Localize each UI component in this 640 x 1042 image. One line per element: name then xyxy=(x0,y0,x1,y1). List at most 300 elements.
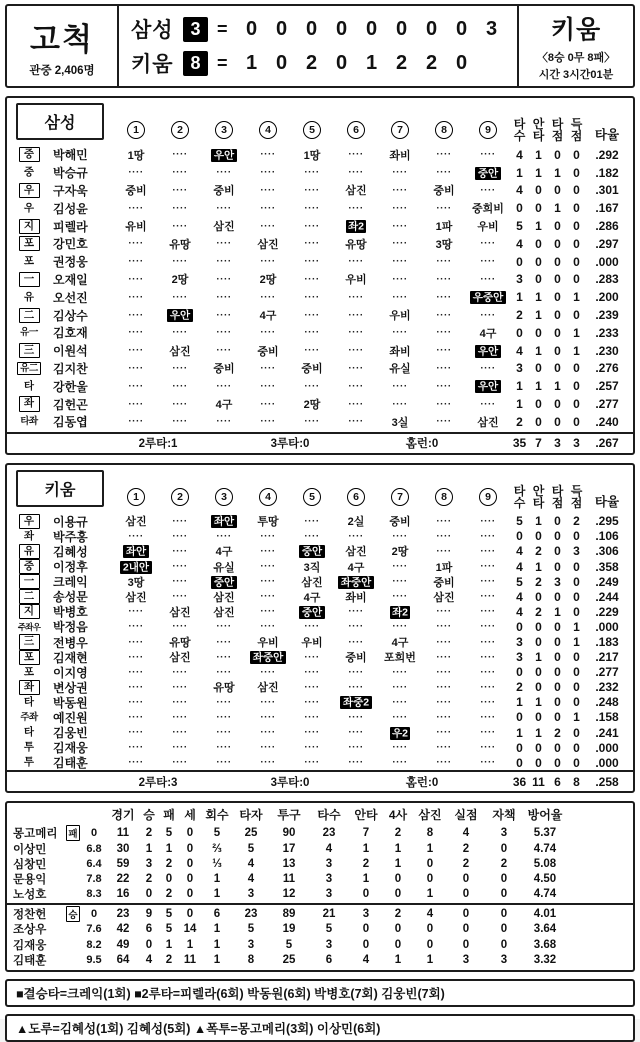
inning-result: ···· xyxy=(172,591,188,603)
pitcher-stat: 12 xyxy=(282,888,296,901)
pitcher-name: 몽고메리 xyxy=(13,828,58,841)
inning-runs: 0 xyxy=(395,17,408,40)
inning-result: ···· xyxy=(348,757,364,769)
batter-stat: 0 xyxy=(573,604,580,619)
batter-position xyxy=(10,202,48,215)
batter-stat: 1 xyxy=(535,343,542,358)
stat-column-header xyxy=(567,118,586,143)
batter-row xyxy=(7,360,633,378)
inning-number: 8 xyxy=(435,488,453,506)
inning-result: ···· xyxy=(392,711,408,723)
inning-runs: 0 xyxy=(305,17,318,40)
inning-result: ···· xyxy=(436,256,452,268)
inning-result: ···· xyxy=(348,256,364,268)
hit-highlight: 좌안 xyxy=(211,515,236,528)
inning-result: 중비 xyxy=(345,652,367,665)
batter-stat: 0 xyxy=(573,589,580,604)
linescore xyxy=(119,6,517,86)
batter-position xyxy=(10,604,48,619)
pitcher-stat: 0 xyxy=(500,888,508,901)
inning-result: ···· xyxy=(348,711,364,723)
batter-stat: 0 xyxy=(554,589,561,604)
inning-result: ···· xyxy=(304,309,320,321)
inning-result: ···· xyxy=(304,345,320,357)
inning-result: ···· xyxy=(436,651,452,663)
inning-result: 삼진 xyxy=(169,345,191,358)
batter-stat: 0 xyxy=(516,254,523,269)
decision-mark: 패 xyxy=(66,825,80,841)
inning-result: 3직 xyxy=(303,561,321,574)
inning-result: ···· xyxy=(304,757,320,769)
pitcher-stat: 1 xyxy=(394,857,402,870)
batter-position xyxy=(10,291,48,304)
pitcher-stat: 90 xyxy=(282,827,296,840)
inning-result: ···· xyxy=(348,380,364,392)
inning-result: ···· xyxy=(128,167,144,179)
batter-stat: 0 xyxy=(535,665,542,680)
inning-result: ···· xyxy=(480,273,496,285)
batter-stat: 0 xyxy=(573,414,580,429)
inning-result: ···· xyxy=(260,621,276,633)
inning-result: ···· xyxy=(216,530,232,542)
pitcher-stat: 1 xyxy=(362,842,370,855)
inning-result: ···· xyxy=(392,291,408,303)
triples-summary: 3루타:0 xyxy=(270,438,310,451)
batting-header-row xyxy=(7,467,633,513)
batter-row xyxy=(7,709,633,724)
inning-result: ···· xyxy=(304,202,320,214)
pitcher-stat: 64 xyxy=(116,953,130,966)
inning-result: 삼진 xyxy=(169,652,191,665)
team-total: .258 xyxy=(595,774,619,789)
batting-summary-row xyxy=(7,770,633,791)
pitcher-stat: 4 xyxy=(145,953,153,966)
pitcher-stat: 7 xyxy=(362,827,370,840)
batter-stat: 0 xyxy=(535,619,542,634)
batter-stat: 0 xyxy=(554,514,561,529)
attendance: 관중 2,406명 xyxy=(29,65,95,77)
batter-position xyxy=(10,380,48,393)
doubles-summary: 2루타:1 xyxy=(138,438,178,451)
hit-highlight: 2내안 xyxy=(120,561,151,574)
inning-result: ···· xyxy=(480,591,496,603)
inning-result: ···· xyxy=(392,681,408,693)
batter-name: 구자욱 xyxy=(53,183,88,198)
inning-result: 유땅 xyxy=(169,238,191,251)
pitcher-decision xyxy=(65,825,81,841)
batter-stat: 3 xyxy=(516,361,523,376)
pitcher-stat: 1 xyxy=(145,842,153,855)
inning-result: ···· xyxy=(436,149,452,161)
stadium-panel xyxy=(7,6,119,86)
inning-number: 7 xyxy=(391,488,409,506)
inning-result: ···· xyxy=(436,416,452,428)
inning-result: ···· xyxy=(348,416,364,428)
inning-result: ···· xyxy=(392,380,408,392)
batter-stat: 0 xyxy=(573,680,580,695)
pitcher-stat: 42 xyxy=(116,923,130,936)
batter-row xyxy=(7,199,633,217)
batter-avg: .239 xyxy=(595,308,619,323)
batter-avg: .232 xyxy=(595,680,619,695)
pitcher-stat: 0 xyxy=(462,888,470,901)
batter-stat: 0 xyxy=(573,308,580,323)
inning-result xyxy=(202,514,246,529)
inning-runs: 0 xyxy=(365,17,378,40)
inning-runs: 0 xyxy=(275,51,288,74)
pitcher-stat: 5 xyxy=(165,908,173,921)
inning-runs: 0 xyxy=(275,17,288,40)
batter-stat: 0 xyxy=(535,755,542,770)
pitcher-stat: 0 xyxy=(186,908,194,921)
inning-result: 중비 xyxy=(433,185,455,198)
inning-result: ···· xyxy=(216,309,232,321)
batter-position xyxy=(10,362,48,376)
pitcher-stat: 0 xyxy=(145,938,153,951)
inning-result: 삼진 xyxy=(257,238,279,251)
inning-number: 3 xyxy=(215,121,233,139)
pitcher-stat: 3 xyxy=(462,953,470,966)
position-label: 三 xyxy=(19,634,40,649)
pitcher-stat: 1 xyxy=(213,923,221,936)
inning-result xyxy=(378,604,422,619)
inning-result: ···· xyxy=(128,696,144,708)
pitcher-stat: 19 xyxy=(282,923,296,936)
stat-header-top: 타 xyxy=(551,116,564,131)
inning-result: ···· xyxy=(260,220,276,232)
batter-stat: 0 xyxy=(535,529,542,544)
linescore-row xyxy=(131,16,517,43)
inning-result: ···· xyxy=(480,651,496,663)
batter-position xyxy=(10,712,48,724)
inning-result: ···· xyxy=(348,398,364,410)
batter-avg: .244 xyxy=(595,589,619,604)
pitcher-entry: 0 xyxy=(90,908,98,921)
inning-result xyxy=(466,379,510,394)
inning-result: ···· xyxy=(128,606,144,618)
inning-result: ···· xyxy=(392,273,408,285)
position-label: 좌 xyxy=(23,529,35,542)
stat-column-header xyxy=(548,485,567,510)
batter-stat: 1 xyxy=(573,710,580,725)
pitcher-name: 정찬헌 xyxy=(13,909,47,922)
pitcher-stat: 4.74 xyxy=(533,888,557,901)
stat-header-bottom: 수 xyxy=(513,496,526,511)
inning-number: 4 xyxy=(259,121,277,139)
position-label: 우 xyxy=(23,201,35,214)
inning-result xyxy=(290,604,334,619)
batter-stat: 2 xyxy=(535,574,542,589)
batter-stat: 0 xyxy=(516,755,523,770)
pitcher-stat: 3 xyxy=(145,857,153,870)
batter-stat: 0 xyxy=(573,665,580,680)
stat-header-bottom: 점 xyxy=(551,129,564,144)
inning-result: ···· xyxy=(436,711,452,723)
pitcher-stat: 1 xyxy=(165,938,173,951)
pitcher-stat: 11 xyxy=(282,872,296,885)
inning-result: ···· xyxy=(260,666,276,678)
inning-result: 3땅 xyxy=(435,238,453,251)
batter-stat: 0 xyxy=(535,740,542,755)
inning-result: ···· xyxy=(480,530,496,542)
inning-result: ···· xyxy=(216,696,232,708)
inning-result xyxy=(466,290,510,305)
pitcher-stat: 23 xyxy=(116,908,130,921)
hit-highlight: 좌안 xyxy=(123,545,148,558)
inning-result: ···· xyxy=(128,416,144,428)
inning-number: 8 xyxy=(435,121,453,139)
pitching-column-header: 실점 xyxy=(454,807,478,822)
equals-sign: = xyxy=(217,52,228,73)
inning-result: ···· xyxy=(480,515,496,527)
batter-stat: 0 xyxy=(573,201,580,216)
inning-result xyxy=(114,559,158,574)
inning-result: ···· xyxy=(172,530,188,542)
batter-stat: 1 xyxy=(516,379,523,394)
batter-name: 예진원 xyxy=(53,710,88,725)
pitcher-stat: ⅓ xyxy=(212,857,222,870)
pitcher-stat: 9 xyxy=(145,908,153,921)
inning-result: 좌비 xyxy=(389,149,411,162)
inning-result: ···· xyxy=(436,636,452,648)
pitcher-stat: 0 xyxy=(362,888,370,901)
position-label: 一 xyxy=(19,574,40,589)
pitcher-entry: 7.8 xyxy=(86,872,102,885)
batter-stat: 0 xyxy=(554,397,561,412)
avg-column-header: 타율 xyxy=(594,494,620,509)
position-label: 주좌 xyxy=(20,711,38,723)
batter-stat: 4 xyxy=(516,544,523,559)
batter-row xyxy=(7,377,633,395)
pitcher-row xyxy=(7,937,633,952)
hit-highlight: 좌중안 xyxy=(338,576,373,589)
inning-result: 삼진 xyxy=(213,606,235,619)
stadium-name: 고척 xyxy=(30,22,94,57)
team-total: .267 xyxy=(595,436,619,451)
batter-stat: 0 xyxy=(535,589,542,604)
inning-result: 유실 xyxy=(389,363,411,376)
pitcher-stat: 0 xyxy=(394,888,402,901)
inning-result: ···· xyxy=(480,561,496,573)
batter-stat: 1 xyxy=(535,165,542,180)
inning-runs: 0 xyxy=(335,17,348,40)
inning-result: ···· xyxy=(260,561,276,573)
inning-result: 유땅 xyxy=(345,238,367,251)
position-label: 중 xyxy=(19,559,40,574)
batter-position xyxy=(10,255,48,268)
inning-result: 유실 xyxy=(213,561,235,574)
pitcher-name: 이상민 xyxy=(13,843,47,856)
batter-stat: 0 xyxy=(554,740,561,755)
pitcher-stat: 3.68 xyxy=(533,938,557,951)
pitcher-row xyxy=(7,856,633,871)
pitcher-stat: 49 xyxy=(116,938,130,951)
pitcher-stat: 2 xyxy=(145,827,153,840)
inning-result: ···· xyxy=(260,167,276,179)
batter-stat: 1 xyxy=(535,725,542,740)
batter-avg: .249 xyxy=(595,574,619,589)
pitcher-stat: 2 xyxy=(462,842,470,855)
inning-result: ···· xyxy=(480,666,496,678)
batter-position xyxy=(10,530,48,543)
inning-result xyxy=(378,725,422,740)
pitcher-stat: 5.08 xyxy=(533,857,557,870)
inning-runs: 1 xyxy=(245,51,258,74)
pitcher-name: 문용익 xyxy=(13,873,47,886)
inning-number: 2 xyxy=(171,121,189,139)
batter-avg: .301 xyxy=(595,183,619,198)
pitcher-stat: 2 xyxy=(145,872,153,885)
batter-row xyxy=(7,235,633,253)
hit-highlight: 우안 xyxy=(167,309,192,322)
inning-result: ···· xyxy=(172,220,188,232)
pitching-column-header: 자책 xyxy=(492,807,516,822)
pitching-column-header: 경기 xyxy=(111,807,135,822)
inning-result: ···· xyxy=(480,711,496,723)
batter-stat: 0 xyxy=(554,635,561,649)
stat-column-header xyxy=(510,485,529,510)
pitcher-stat: 1 xyxy=(213,953,221,966)
stat-column-header xyxy=(510,118,529,143)
stat-header-bottom: 타 xyxy=(532,129,545,144)
inning-result: ···· xyxy=(436,380,452,392)
position-label: 주좌우 xyxy=(17,621,41,632)
inning-result: ···· xyxy=(392,238,408,250)
inning-result: ···· xyxy=(172,757,188,769)
batter-row xyxy=(7,543,633,558)
inning-number: 5 xyxy=(303,121,321,139)
linescore-team-name: 삼성 xyxy=(131,19,174,42)
batter-stat: 1 xyxy=(554,379,561,394)
inning-result: ···· xyxy=(436,309,452,321)
batter-name: 오재일 xyxy=(53,272,88,287)
stat-header-bottom: 점 xyxy=(570,129,583,144)
pitcher-stat: 4.74 xyxy=(533,842,557,855)
batter-stat: 0 xyxy=(535,272,542,287)
pitcher-stat: 13 xyxy=(282,857,296,870)
batter-row xyxy=(7,342,633,360)
batter-stat: 0 xyxy=(573,397,580,412)
inning-result: ···· xyxy=(260,545,276,557)
batter-stat: 0 xyxy=(573,574,580,589)
batting-summary-row xyxy=(7,432,633,453)
samsung-pitchers xyxy=(7,824,633,903)
inning-result: 포희번 xyxy=(384,652,416,665)
inning-result: 중비 xyxy=(301,363,323,376)
inning-result: ···· xyxy=(304,727,320,739)
batter-stat: 1 xyxy=(535,650,542,665)
inning-result: ···· xyxy=(436,545,452,557)
inning-runs: 2 xyxy=(395,51,408,74)
pitcher-stat: 22 xyxy=(116,872,130,885)
batter-stat: 0 xyxy=(573,559,580,574)
inning-result: ···· xyxy=(216,711,232,723)
stat-header-top: 타 xyxy=(513,483,526,498)
inning-result: ···· xyxy=(392,561,408,573)
inning-column-header xyxy=(378,120,422,143)
inning-number: 1 xyxy=(127,121,145,139)
inning-result: ···· xyxy=(304,238,320,250)
inning-result: 삼진 xyxy=(257,682,279,695)
batter-stat: 0 xyxy=(516,529,523,544)
pitcher-stat: 2 xyxy=(462,857,470,870)
batter-stat: 0 xyxy=(573,165,580,180)
inning-number: 5 xyxy=(303,488,321,506)
batter-row xyxy=(7,754,633,769)
inning-result: ···· xyxy=(480,606,496,618)
batter-name: 박주홍 xyxy=(53,529,88,544)
batter-stat: 0 xyxy=(573,147,580,162)
batter-stat: 1 xyxy=(535,219,542,234)
inning-result: ···· xyxy=(436,167,452,179)
position-label: 유 xyxy=(23,290,35,303)
batter-name: 박동원 xyxy=(53,695,88,710)
game-notes-hits: ■결승타=크레익(1회) ■2루타=피렐라(6회) 박동원(6회) 박병호(7회) 김웅빈(7회) xyxy=(5,979,635,1007)
pitcher-stat: 0 xyxy=(394,923,402,936)
inning-result: ···· xyxy=(436,345,452,357)
inning-result: ···· xyxy=(216,256,232,268)
inning-result: ···· xyxy=(260,398,276,410)
inning-result: ···· xyxy=(128,621,144,633)
position-label: 二 xyxy=(19,589,40,604)
inning-result: ···· xyxy=(436,696,452,708)
inning-result: ···· xyxy=(392,256,408,268)
inning-result: ···· xyxy=(480,545,496,557)
batter-stat: 1 xyxy=(554,201,561,216)
batter-position xyxy=(10,544,48,559)
batter-row xyxy=(7,513,633,528)
linescore-runs-chip: 8 xyxy=(183,51,208,76)
pitcher-stat: 0 xyxy=(394,938,402,951)
inning-result: ···· xyxy=(480,576,496,588)
batter-position xyxy=(10,514,48,529)
pitcher-stat: 0 xyxy=(186,872,194,885)
inning-column-header xyxy=(158,120,202,143)
position-label: 타 xyxy=(23,726,35,738)
position-label: 포 xyxy=(23,255,35,268)
batter-stat: 1 xyxy=(554,165,561,180)
batter-stat: 0 xyxy=(516,740,523,755)
pitcher-stat: 4 xyxy=(426,908,434,921)
inning-number: 6 xyxy=(347,121,365,139)
inning-column-header xyxy=(466,120,510,143)
inning-result: ···· xyxy=(128,530,144,542)
batter-avg: .230 xyxy=(595,343,619,358)
inning-result: ···· xyxy=(128,256,144,268)
inning-result: ···· xyxy=(172,696,188,708)
pitcher-stat: 5.37 xyxy=(533,827,557,840)
pitcher-stat: 23 xyxy=(322,827,336,840)
inning-result: ···· xyxy=(392,576,408,588)
batter-stat: 0 xyxy=(573,529,580,544)
batter-stat: 4 xyxy=(516,147,523,162)
inning-result xyxy=(334,219,378,234)
batter-name: 김혜성 xyxy=(53,544,88,559)
inning-result: ···· xyxy=(436,757,452,769)
inning-result: ···· xyxy=(216,327,232,339)
inning-result: ···· xyxy=(348,666,364,678)
batter-avg: .248 xyxy=(595,695,619,710)
batter-avg: .233 xyxy=(595,325,619,340)
pitcher-stat: 2 xyxy=(165,953,173,966)
batter-position xyxy=(10,574,48,589)
batter-position xyxy=(10,696,48,709)
pitcher-stat: 2 xyxy=(394,827,402,840)
pitcher-stat: 0 xyxy=(394,872,402,885)
team-total: 7 xyxy=(535,436,542,451)
inning-runs: 3 xyxy=(485,17,498,40)
batter-stat: 0 xyxy=(516,201,523,216)
